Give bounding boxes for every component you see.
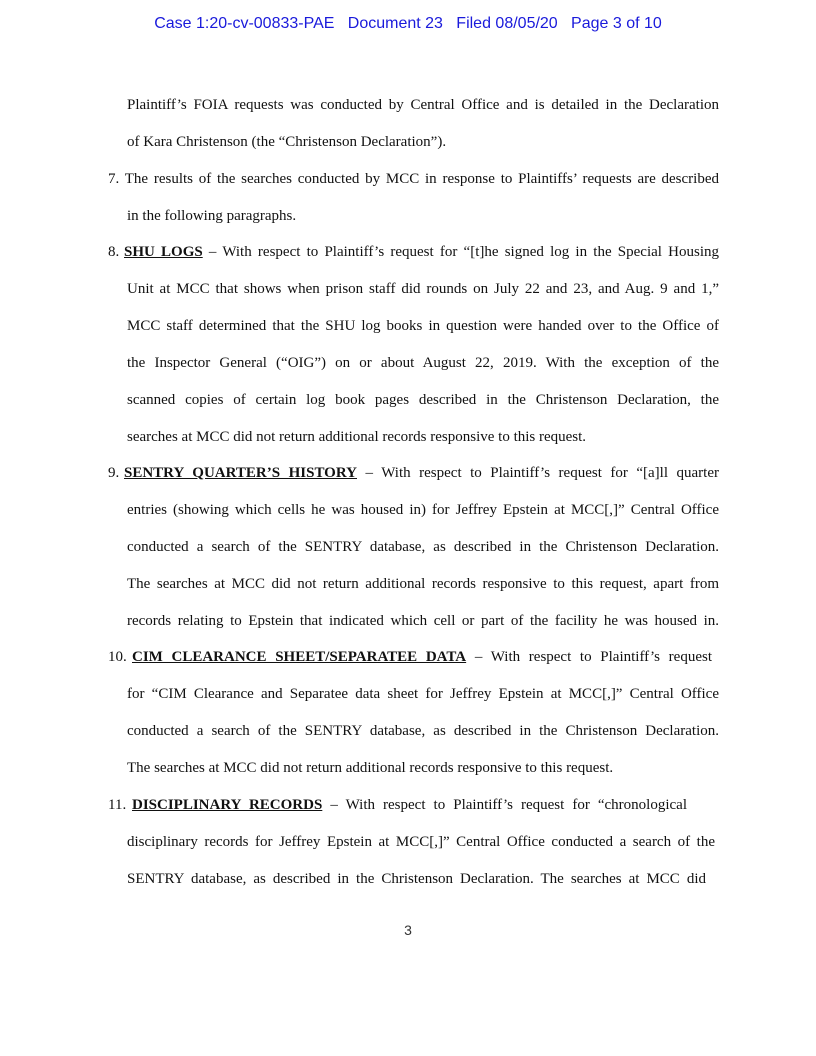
page-indicator: Page 3 of 10 bbox=[571, 15, 662, 32]
section-heading-shu-logs: SHU LOGS bbox=[124, 244, 203, 260]
text-line: conducted a search of the SENTRY database, as described in the Christenson Declaration. bbox=[127, 723, 719, 739]
document-number: Document 23 bbox=[347, 15, 443, 32]
text-line: scanned copies of certain log book pages described in the Christenson Declaration, the bbox=[127, 392, 719, 408]
text-line: conducted a search of the SENTRY database, as described in the Christenson Declaration. bbox=[127, 539, 719, 555]
section-heading-cim-clearance: CIM CLEARANCE SHEET/SEPARATEE DATA bbox=[132, 649, 467, 665]
text-line: in the following paragraphs. bbox=[127, 208, 297, 224]
text-line: searches at MCC did not return additional records responsive to this request. bbox=[127, 429, 587, 445]
text-line: entries (showing which cells he was housed in) for Jeffrey Epstein at MCC[,]” Central Office bbox=[127, 502, 719, 518]
text-line: the Inspector General (“OIG”) on or about August 22, 2019. With the exception of the bbox=[127, 355, 719, 371]
paragraph-9-first-line bbox=[124, 464, 719, 482]
section-heading-sentry-quarters-history: SENTRY QUARTER’S HISTORY bbox=[124, 465, 357, 481]
paragraph-11-first-line bbox=[132, 796, 687, 814]
case-header bbox=[0, 15, 816, 33]
paragraph-10-number: 10. bbox=[108, 649, 127, 665]
paragraph-8-first-line bbox=[124, 243, 719, 261]
text-line: The searches at MCC did not return additional records responsive to this request, apart from bbox=[127, 576, 719, 592]
paragraph-8-text: – With respect to Plaintiff’s request for “[t]he signed log in the Special Housing bbox=[202, 244, 719, 260]
paragraph-10-first-line bbox=[132, 648, 712, 666]
paragraph-9-number: 9. bbox=[108, 465, 120, 481]
page-number: 3 bbox=[404, 922, 412, 938]
text-line: MCC staff determined that the SHU log books in question were handed over to the Office of bbox=[127, 318, 719, 334]
filed-date: Filed 08/05/20 bbox=[456, 15, 558, 32]
paragraph-8-number: 8. bbox=[108, 244, 120, 260]
paragraph-11-number: 11. bbox=[108, 797, 127, 813]
text-line: for “CIM Clearance and Separatee data sheet for Jeffrey Epstein at MCC[,]” Central Office bbox=[127, 686, 719, 702]
text-line: The searches at MCC did not return additional records responsive to this request. bbox=[127, 760, 614, 776]
paragraph-11-text: – With respect to Plaintiff’s request for “chronological bbox=[322, 797, 687, 813]
case-number: Case 1:20-cv-00833-PAE bbox=[154, 15, 335, 32]
paragraph-9-text: – With respect to Plaintiff’s request for “[a]ll quarter bbox=[357, 465, 719, 481]
text-line: SENTRY database, as described in the Christenson Declaration. The searches at MCC did bbox=[127, 871, 706, 887]
text-line: Unit at MCC that shows when prison staff did rounds on July 22 and 23, and Aug. 9 and 1,” bbox=[127, 281, 719, 297]
text-line: records relating to Epstein that indicated which cell or part of the facility he was housed in. bbox=[127, 613, 719, 629]
text-line: Plaintiff’s FOIA requests was conducted by Central Office and is detailed in the Declaration bbox=[127, 97, 719, 113]
section-heading-disciplinary-records: DISCIPLINARY RECORDS bbox=[132, 797, 323, 813]
paragraph-7-line: 7. The results of the searches conducted by MCC in response to Plaintiffs’ requests are described bbox=[108, 171, 719, 187]
text-line: disciplinary records for Jeffrey Epstein at MCC[,]” Central Office conducted a search of the bbox=[127, 834, 715, 850]
text-line: of Kara Christenson (the “Christenson Declaration”). bbox=[127, 134, 447, 150]
paragraph-10-text: – With respect to Plaintiff’s request bbox=[466, 649, 712, 665]
